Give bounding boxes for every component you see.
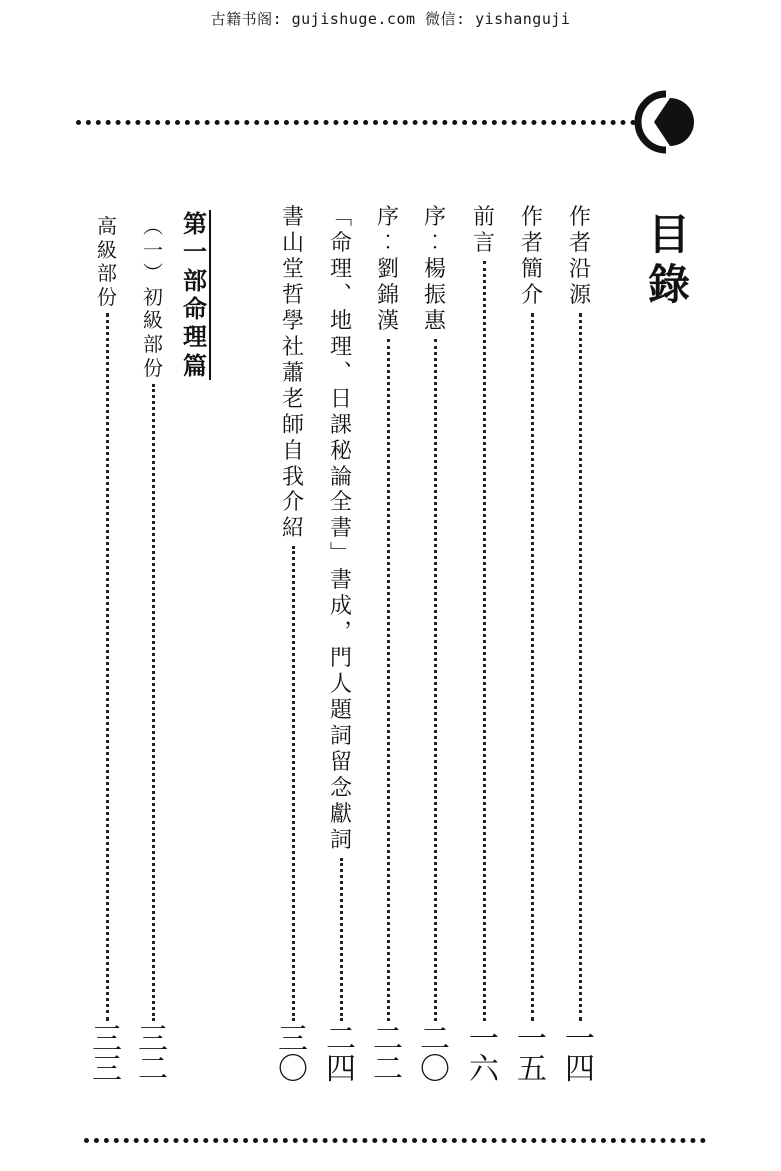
dot-leader	[579, 313, 582, 1021]
toc-entry[interactable]	[324, 205, 358, 1085]
toc-sub-entry-title: 高 級 部 份	[97, 214, 117, 309]
toc-entry-page-number: 二 二	[373, 1021, 403, 1087]
toc-entry-page-number: 一 六	[469, 1021, 499, 1087]
toc-entry-title: 作 者 沿 源	[568, 205, 591, 308]
toc-entry-page-number: 三 〇	[278, 1022, 308, 1088]
toc-sub-entry-page-number: 三 二	[138, 1022, 168, 1088]
toc-entry-page-number: 二 四	[326, 1021, 356, 1087]
part-heading-column	[180, 210, 214, 380]
dot-leader	[483, 261, 486, 1021]
toc-entry-page-number: 一 四	[565, 1021, 595, 1087]
dot-leader	[387, 339, 390, 1021]
toc-sub-entry[interactable]	[136, 214, 170, 1088]
toc-entry-title: 序 ︰ 劉 錦 漢	[376, 205, 399, 334]
bottom-dotted-rule	[84, 1138, 706, 1143]
toc-entry-title: 前 言	[472, 205, 495, 256]
toc-sub-entry-title: ︵ 一 ︶ 初 級 部 份	[143, 214, 163, 380]
toc-entry-title: ﹁ 命 理 ︑ 地 理 ︑ 日 課 秘 論 全 書 ﹂ 書 成 ︐ 門 人 題 詞 留 念 獻 詞	[329, 205, 352, 853]
toc-sub-entry[interactable]	[90, 214, 124, 1088]
top-dotted-rule	[76, 120, 636, 125]
toc-entry-page-number: 一 五	[517, 1021, 547, 1087]
toc-entry-title: 作 者 簡 介	[520, 205, 543, 308]
dot-leader	[106, 313, 109, 1021]
toc-entry-page-number: 二 〇	[420, 1021, 450, 1087]
toc-title	[648, 210, 690, 309]
part-heading: 第 一 部 命 理 篇	[183, 210, 211, 380]
toc-entry[interactable]	[371, 205, 405, 1085]
toc-entry[interactable]	[276, 205, 310, 1088]
dot-leader	[531, 313, 534, 1021]
toc-entry[interactable]	[515, 205, 549, 1085]
toc-entry[interactable]	[467, 205, 501, 1085]
dot-leader	[340, 858, 343, 1021]
toc-entry[interactable]	[563, 205, 597, 1085]
watermark-text: 古籍书阁: gujishuge.com 微信: yishanguji	[210, 10, 571, 28]
toc-entry[interactable]	[418, 205, 452, 1085]
dot-leader	[152, 384, 155, 1021]
circle-logo-icon	[634, 90, 698, 154]
toc-sub-entry-page-number: 三 三	[92, 1022, 122, 1088]
dot-leader	[434, 339, 437, 1021]
toc-entry-title: 書 山 堂 哲 學 社 蕭 老 師 自 我 介 紹	[281, 205, 304, 542]
toc-entry-title: 序 ︰ 楊 振 惠	[423, 205, 446, 334]
toc-title-text: 目 錄	[648, 210, 691, 309]
dot-leader	[292, 546, 295, 1021]
